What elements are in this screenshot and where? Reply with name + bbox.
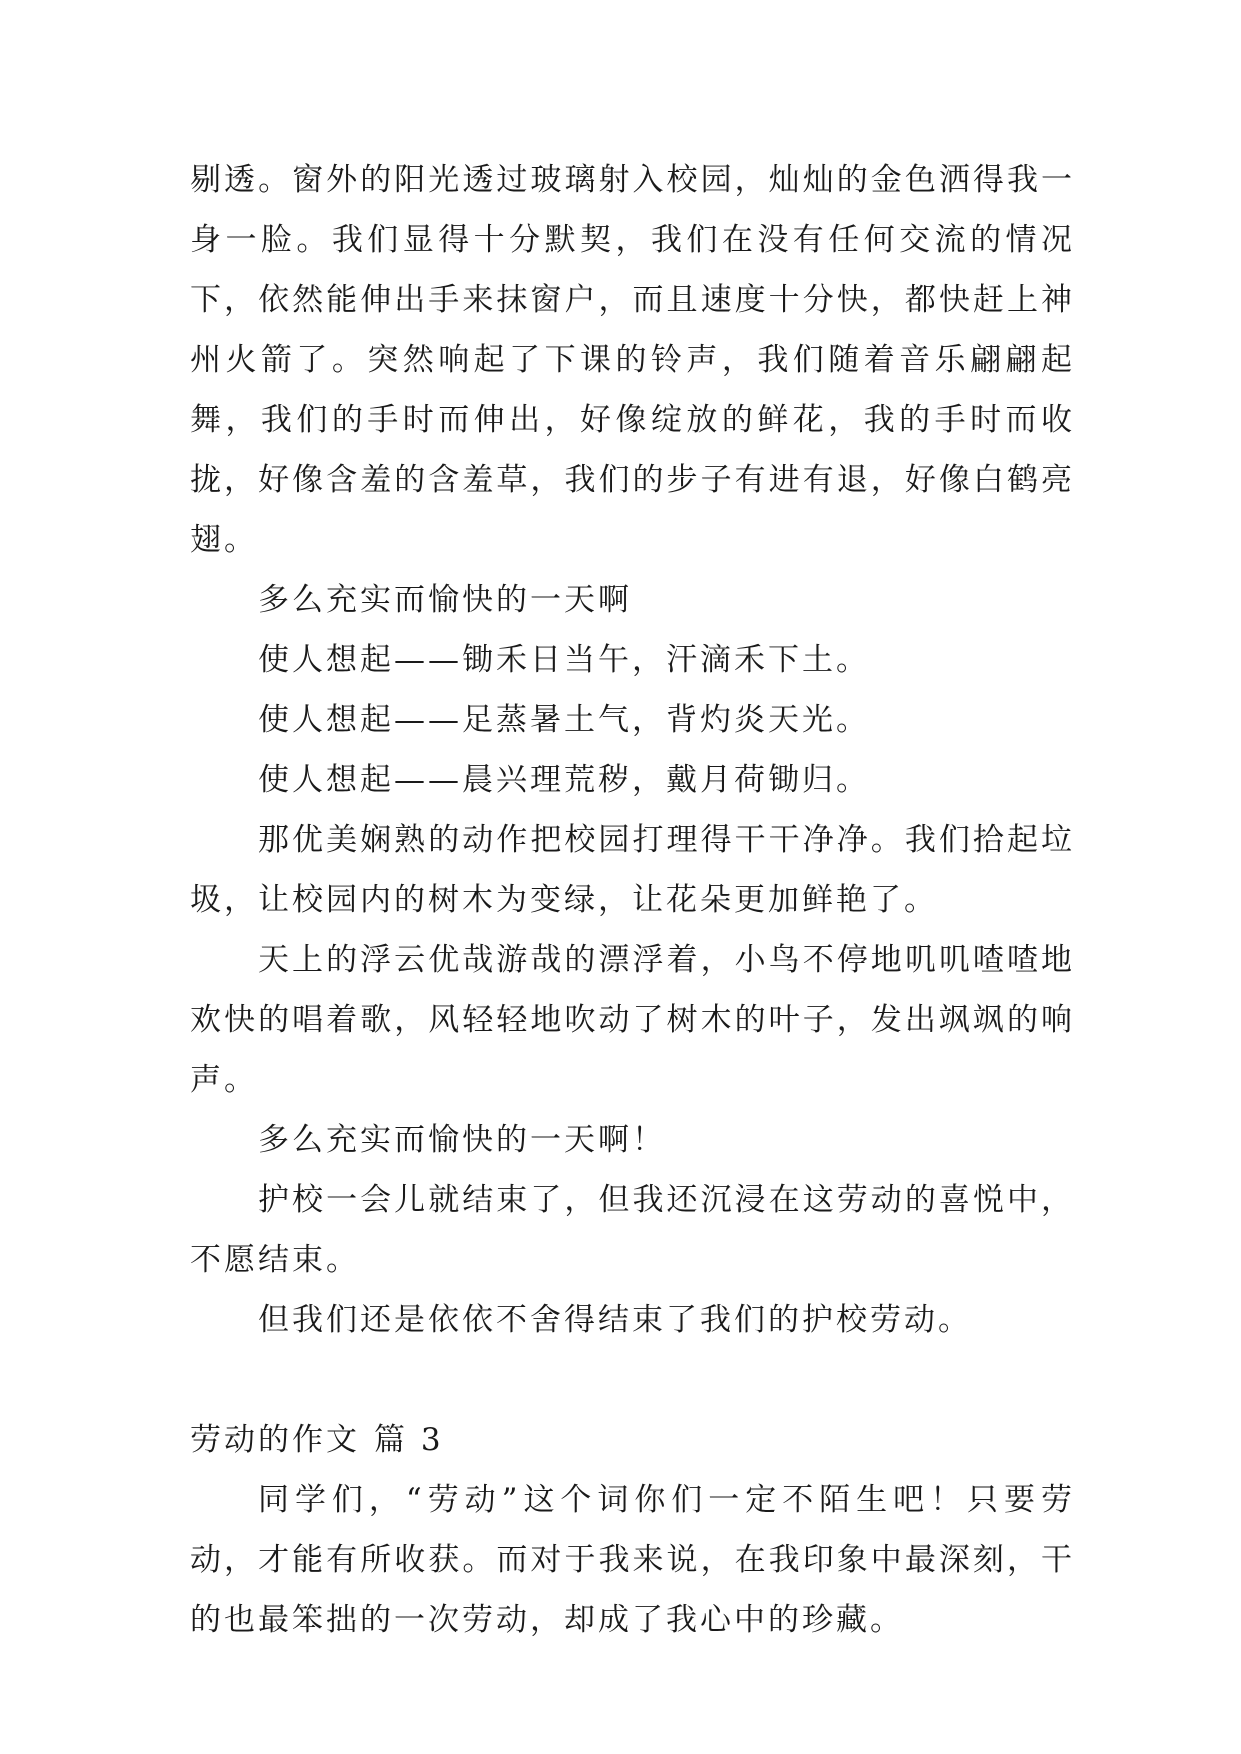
paragraph: 多么充实而愉快的一天啊 <box>258 582 632 618</box>
section-heading <box>190 1410 1075 1470</box>
paragraph: 护校一会儿就结束了，但我还沉浸在这劳动的喜悦中，不愿结束。 <box>190 1182 1075 1278</box>
document-page <box>190 150 1075 1650</box>
paragraph: 那优美娴熟的动作把校园打理得干干净净。我们拾起垃圾，让校园内的树木为变绿，让花朵更加鲜艳了。 <box>190 822 1075 918</box>
paragraph: 使人想起——晨兴理荒秽，戴月荷锄归。 <box>258 762 870 798</box>
paragraph-continued: 剔透。窗外的阳光透过玻璃射入校园，灿灿的金色洒得我一身一脸。我们显得十分默契，我们在没有任何交流的情况下，依然能伸出手来抹窗户，而且速度十分快，都快赶上神州火箭了。突然响起了下课的铃声，我们随着音乐翩翩起舞，我们的手时而伸出，好像绽放的鲜花，我的手时而收拢，好像含羞的含羞草，我们的步子有进有退，好像白鹤亮翅。 <box>190 162 1075 558</box>
paragraph: 同学们，“劳动”这个词你们一定不陌生吧！只要劳动，才能有所收获。而对于我来说，在我印象中最深刻，干的也最笨拙的一次劳动，却成了我心中的珍藏。 <box>190 1482 1075 1638</box>
paragraph: 多么充实而愉快的一天啊！ <box>258 1122 666 1158</box>
paragraph: 使人想起——足蒸暑土气，背灼炎天光。 <box>258 702 870 738</box>
paragraph: 但我们还是依依不舍得结束了我们的护校劳动。 <box>258 1302 972 1338</box>
paragraph: 使人想起——锄禾日当午，汗滴禾下土。 <box>258 642 870 678</box>
section-heading-number: 篇 3 <box>374 1422 444 1458</box>
section-heading-title: 劳动的作文 <box>190 1422 360 1458</box>
section-spacer <box>190 1350 1075 1410</box>
paragraph: 天上的浮云优哉游哉的漂浮着，小鸟不停地叽叽喳喳地欢快的唱着歌，风轻轻地吹动了树木的叶子，发出飒飒的响声。 <box>190 942 1075 1098</box>
